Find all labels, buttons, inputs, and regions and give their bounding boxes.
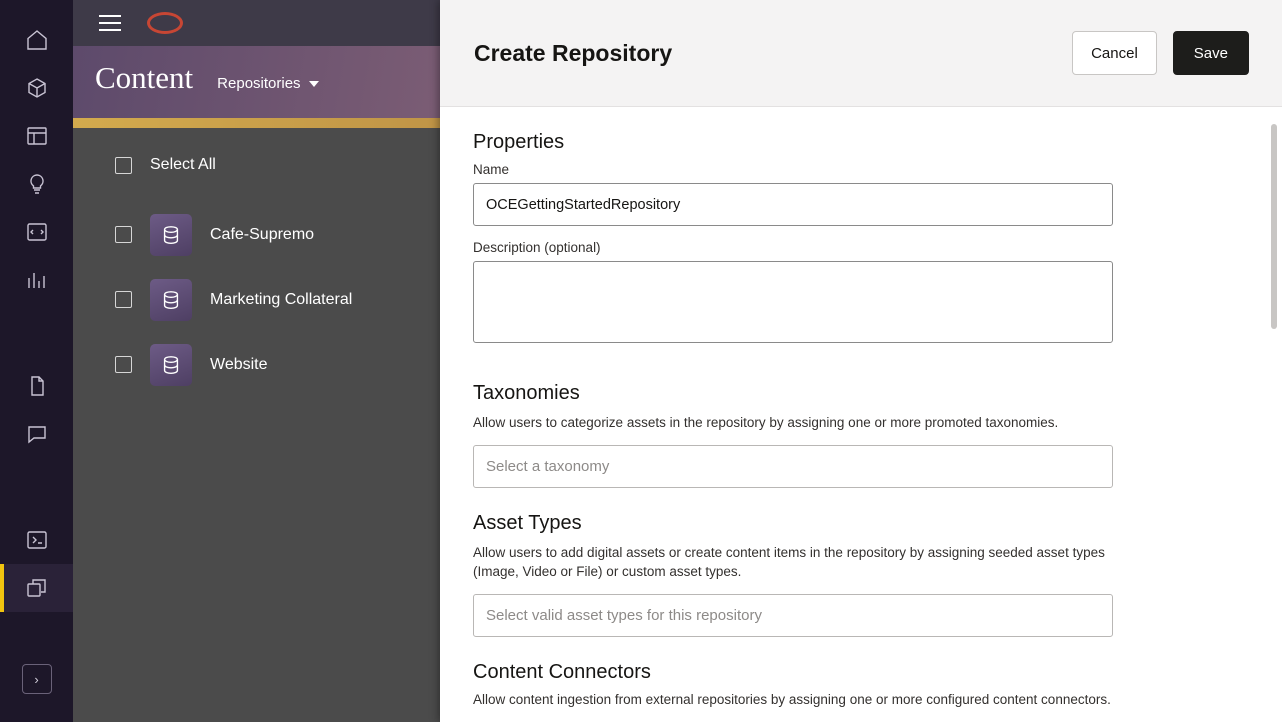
sidebar-item-home[interactable] [0,16,73,64]
repository-name: Website [210,355,268,373]
content-connectors-heading: Content Connectors [473,660,651,683]
repository-icon [150,214,192,256]
repository-name: Cafe-Supremo [210,225,315,243]
rail-expand-container [0,664,73,694]
hamburger-icon[interactable] [99,15,121,31]
taxonomy-select[interactable] [473,445,1113,488]
description-input[interactable] [473,261,1113,343]
sidebar-item-conversations[interactable] [0,410,73,458]
taxonomies-heading: Taxonomies [473,382,580,404]
documents-icon [25,374,49,398]
taxonomies-help: Allow users to categorize assets in the repository by assigning one or more promoted taxonomies. [473,415,1059,430]
asset-types-select-placeholder: Select valid asset types for this repository [486,606,762,624]
taxonomy-select-placeholder: Select a taxonomy [486,457,610,475]
chevron-right-icon: › [34,671,39,687]
name-label: Name [473,162,510,177]
asset-types-help: Allow users to add digital assets or create content items in the repository by assigning seeded asset types (Image, Video or File) or custom asset types. [473,544,1105,580]
sidebar-item-integrations[interactable] [0,516,73,564]
integrations-icon [25,528,49,552]
row-checkbox[interactable] [115,291,132,308]
page-title: Content [95,60,194,95]
conversations-icon [25,422,49,446]
sidebar-item-developer[interactable] [0,208,73,256]
row-checkbox[interactable] [115,356,132,373]
analytics-icon [25,268,49,292]
ideas-icon [25,172,49,196]
repositories-dropdown[interactable] [217,75,318,92]
panel-scrollbar-thumb[interactable] [1271,124,1277,329]
sidebar-item-documents[interactable] [0,362,73,410]
repository-icon [150,279,192,321]
content-connectors-help: Allow content ingestion from external repositories by assigning one or more configured content connectors. [473,691,1111,707]
panel-header [440,0,1282,107]
developer-icon [25,220,49,244]
left-nav-rail [0,0,73,722]
name-input[interactable] [473,183,1113,226]
asset-types-heading: Asset Types [473,511,582,534]
asset-types-select[interactable] [473,594,1113,637]
save-button[interactable]: Save [1173,31,1249,75]
properties-heading: Properties [473,131,565,153]
description-label: Description (optional) [473,240,601,255]
sites-icon [25,124,49,148]
row-checkbox[interactable] [115,226,132,243]
repositories-icon [25,576,49,600]
sidebar-item-sites[interactable] [0,112,73,160]
database-icon [160,354,182,376]
panel-title: Create Repository [474,39,673,66]
repository-icon [150,344,192,386]
chevron-down-icon [309,81,319,87]
sidebar-item-analytics[interactable] [0,256,73,304]
expand-rail-button[interactable] [22,664,52,694]
home-icon [25,28,49,52]
repository-name: Marketing Collateral [210,290,353,308]
database-icon [160,289,182,311]
sidebar-item-assets[interactable] [0,64,73,112]
banner-content [95,60,319,96]
select-all-checkbox[interactable] [115,157,132,174]
select-all-label: Select All [150,156,216,173]
oracle-logo [147,12,183,34]
assets-icon [25,76,49,100]
cancel-button[interactable]: Cancel [1072,31,1157,75]
panel-scrollbar[interactable] [1271,124,1277,708]
sidebar-item-repositories[interactable] [0,564,73,612]
create-repository-panel [440,0,1282,722]
sidebar-item-ideas[interactable] [0,160,73,208]
panel-body [440,107,1282,722]
database-icon [160,224,182,246]
repositories-dropdown-label: Repositories [217,75,301,92]
